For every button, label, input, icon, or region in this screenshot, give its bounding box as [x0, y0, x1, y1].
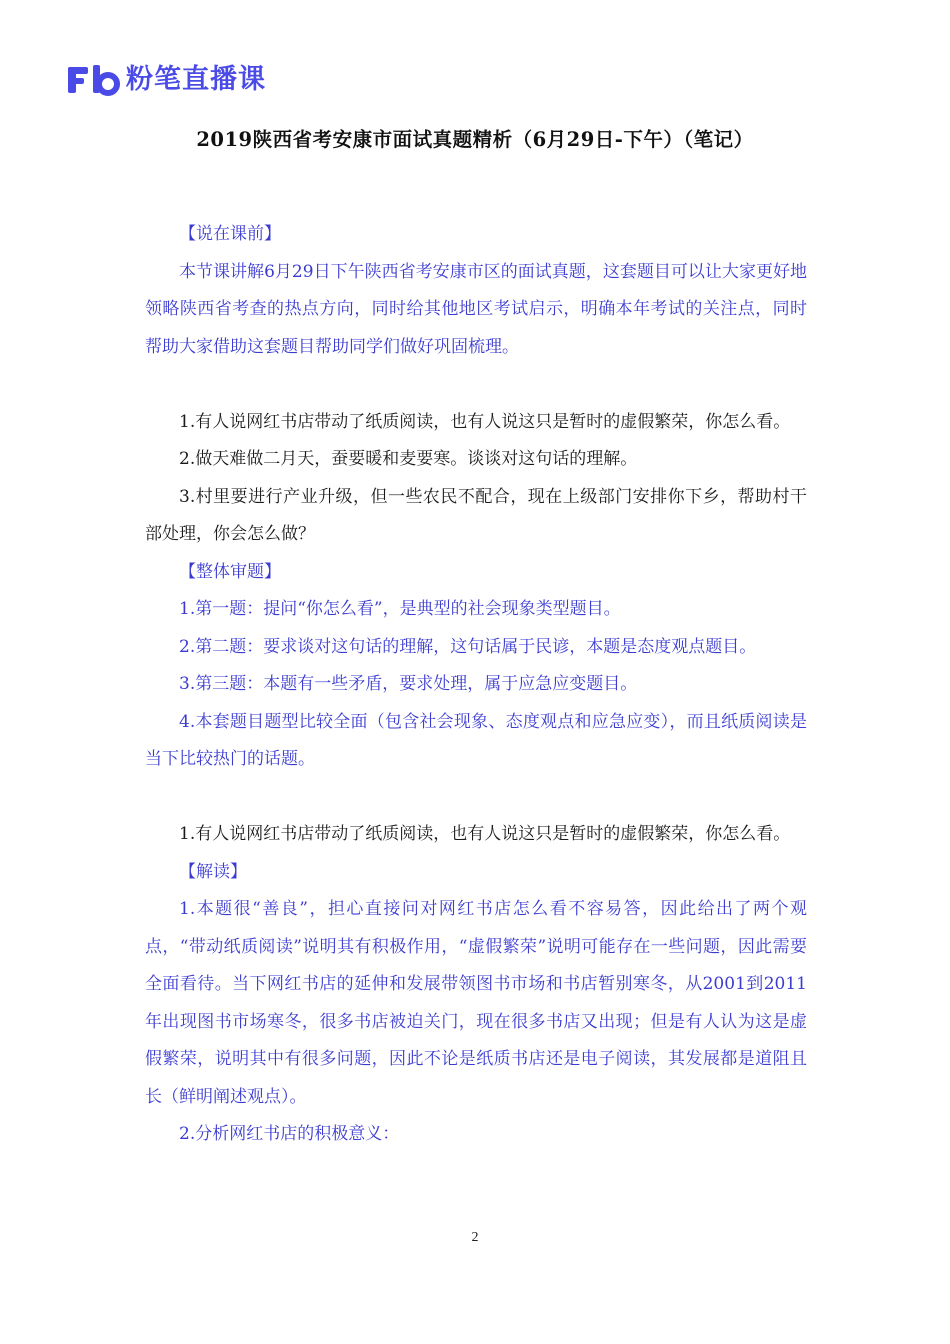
intro-heading: 【说在课前】	[179, 224, 281, 244]
spacer	[145, 366, 807, 404]
review-item: 1.第一题：提问“你怎么看”，是典型的社会现象类型题目。	[179, 599, 621, 619]
document-body	[145, 216, 807, 1154]
fb-logo-icon	[66, 63, 122, 97]
question-item: 1.有人说网红书店带动了纸质阅读，也有人说这只是暂时的虚假繁荣，你怎么看。	[179, 411, 791, 432]
analysis-item: 2.分析网红书店的积极意义：	[179, 1124, 400, 1144]
review-item: 3.第三题：本题有一些矛盾，要求处理，属于应急应变题目。	[179, 674, 638, 694]
brand-logo	[66, 62, 266, 98]
spacer	[145, 779, 807, 817]
question-item: 2.做天难做二月天，蚕要暖和麦要寒。谈谈对这句话的理解。	[179, 449, 638, 469]
review-item: 2.第二题：要求谈对这句话的理解，这句话属于民谚，本题是态度观点题目。	[179, 636, 757, 657]
question-repeat: 1.有人说网红书店带动了纸质阅读，也有人说这只是暂时的虚假繁荣，你怎么看。	[179, 824, 791, 844]
analysis-item: 1.本题很“善良”，担心直接问对网红书店怎么看不容易答，因此给出了两个观点，“带动纸质阅读”说明其有积极作用，“虚假繁荣”说明可能存在一些问题，因此需要全面看待。当下网红书店的延伸和发展带领图书市场和书店暂别寒冬，从2001到2011年出现图书市场寒冬，很多书店被迫关门，现在很多书店又出现；但是有人认为这是虚假繁荣，说明其中有很多问题，因此不论是纸质书店还是电子阅读，其发展都是道阻且长（鲜明阐述观点）。	[145, 899, 807, 1107]
question-item: 3.村里要进行产业升级，但一些农民不配合，现在上级部门安排你下乡，帮助村干部处理，你会怎么做？	[145, 486, 807, 544]
analysis-heading: 【解读】	[179, 861, 247, 882]
document-title: 2019陕西省考安康市面试真题精析（6月29日-下午）（笔记）	[196, 128, 754, 151]
intro-paragraph: 本节课讲解6月29日下午陕西省考安康市区的面试真题，这套题目可以让大家更好地领略陕西省考查的热点方向，同时给其他地区考试启示，明确本年考试的关注点，同时帮助大家借助这套题目帮助同学们做好巩固梳理。	[145, 261, 807, 357]
page-number: 2	[471, 1230, 479, 1245]
logo-text: 粉笔直播课	[126, 64, 266, 95]
review-item: 4.本套题目题型比较全面（包含社会现象、态度观点和应急应变），而且纸质阅读是当下比较热门的话题。	[145, 711, 807, 769]
review-heading: 【整体审题】	[179, 561, 281, 582]
